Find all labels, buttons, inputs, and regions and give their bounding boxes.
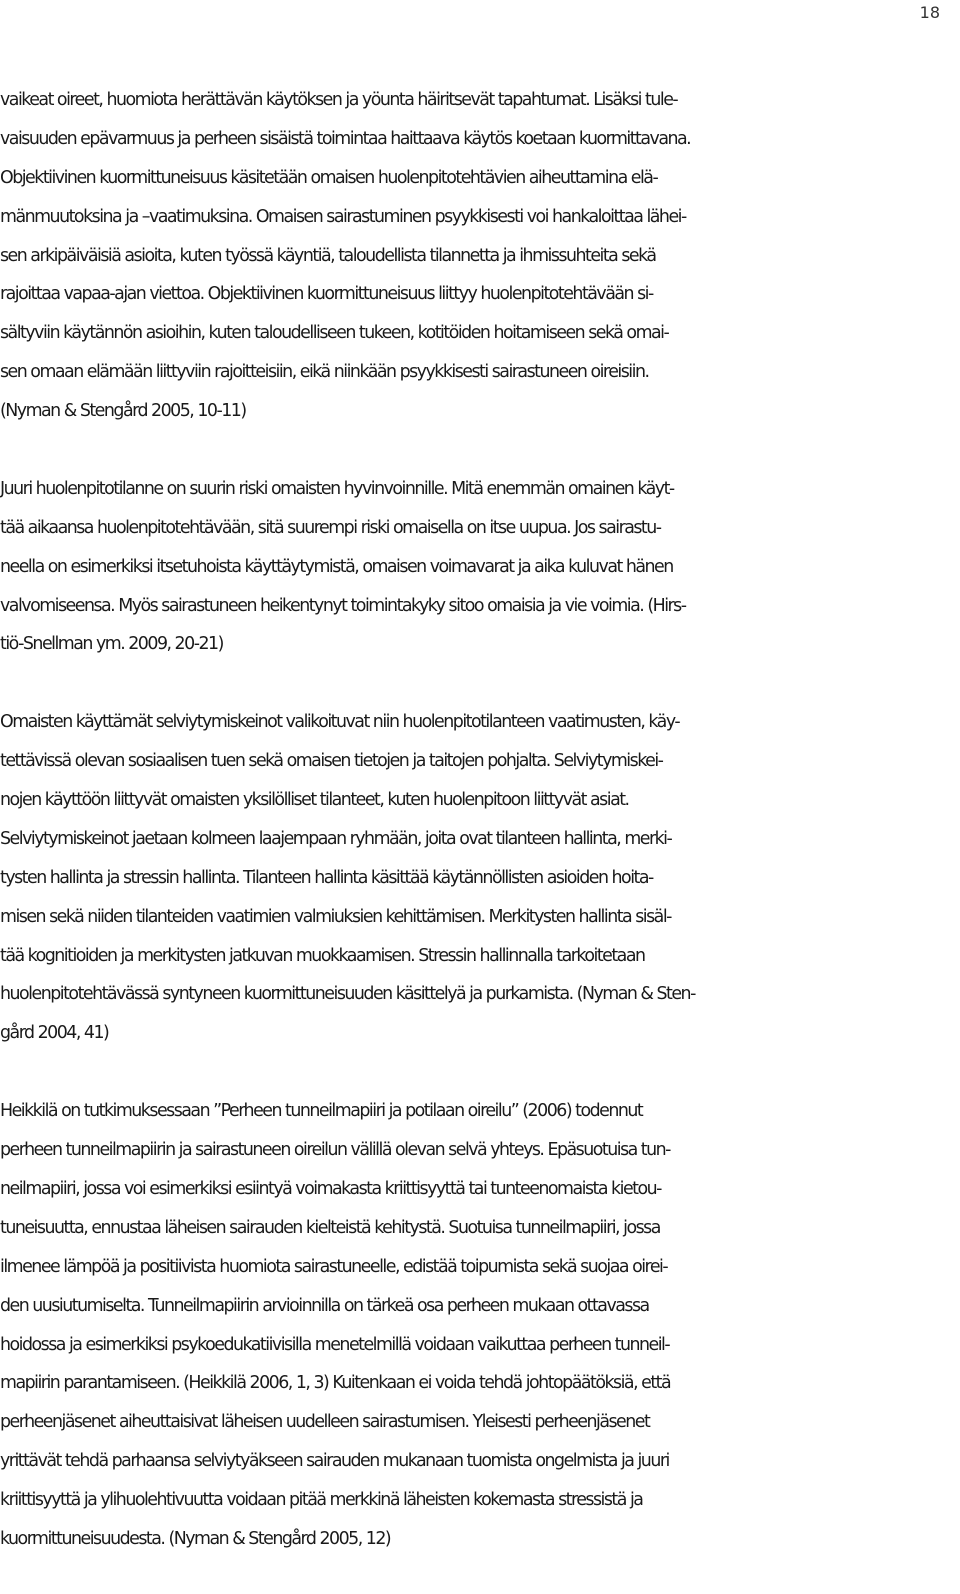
paragraph-gap	[0, 664, 960, 703]
text-line: vaisuuden epävarmuus ja perheen sisäistä toimintaa haittaava käytös koetaan kuormittavana.	[0, 128, 691, 149]
text-line: Heikkilä on tutkimuksessaan ”Perheen tunneilmapiiri ja potilaan oireilu” (2006) todennut	[0, 1101, 643, 1122]
text-line: mänmuutoksina ja –vaatimuksina. Omaisen sairastuminen psyykkisesti voi hankaloittaa lähei-	[0, 206, 686, 227]
text-line: sältyviin käytännön asioihin, kuten taloudelliseen tukeen, kotitöiden hoitamiseen sekä omai-	[0, 323, 669, 344]
text-line: gård 2004, 41)	[0, 1023, 109, 1044]
text-line: tettävissä olevan sosiaalisen tuen sekä omaisen tietojen ja taitojen pohjalta. Selviytymiskei-	[0, 751, 663, 772]
text-line: mapiirin parantamiseen. (Heikkilä 2006, 1, 3) Kuitenkaan ei voida tehdä johtopäätöksiä, että	[0, 1373, 671, 1394]
text-line: rajoittaa vapaa-ajan viettoa. Objektiivinen kuormittuneisuus liittyy huolenpitotehtävään si-	[0, 284, 653, 305]
text-line: nojen käyttöön liittyvät omaisten yksilölliset tilanteet, kuten huolenpitoon liittyvät asiat.	[0, 790, 629, 811]
text-line: (Nyman & Stengård 2005, 10-11)	[0, 401, 246, 422]
text-line: tuneisuutta, ennustaa läheisen sairauden kielteistä kehitystä. Suotuisa tunneilmapiiri, jossa	[0, 1217, 660, 1238]
text-line: neilmapiiri, jossa voi esimerkiksi esiintyä voimakasta kriittisyyttä tai tunteenomaista kietou-	[0, 1178, 661, 1199]
text-line: tää aikaansa huolenpitotehtävään, sitä suurempi riski omaisella on itse uupua. Jos sairastu-	[0, 517, 661, 538]
text-line: sen omaan elämään liittyviin rajoitteisiin, eikä niinkään psyykkisesti sairastuneen oireisiin.	[0, 362, 649, 383]
text-line: tiö-Snellman ym. 2009, 20-21)	[0, 634, 223, 655]
paragraph	[0, 470, 960, 664]
document-body	[0, 81, 960, 1559]
text-line: sen arkipäiväisiä asioita, kuten työssä käyntiä, taloudellista tilannetta ja ihmissuhteita sekä	[0, 245, 656, 266]
text-line: kuormittuneisuudesta. (Nyman & Stengård 2005, 12)	[0, 1528, 391, 1549]
text-line: den uusiutumiselta. Tunneilmapiirin arvioinnilla on tärkeä osa perheen mukaan ottavassa	[0, 1295, 649, 1316]
text-line: tysten hallinta ja stressin hallinta. Tilanteen hallinta käsittää käytännöllisten asioiden hoita-	[0, 867, 653, 888]
text-line: Objektiivinen kuormittuneisuus käsitetään omaisen huolenpitotehtävien aiheuttamina elä-	[0, 167, 658, 188]
paragraph	[0, 703, 960, 1053]
text-line: Juuri huolenpitotilanne on suurin riski omaisten hyvinvoinnille. Mitä enemmän omainen käyt-	[0, 478, 674, 499]
text-line: vaikeat oireet, huomiota herättävän käytöksen ja yöunta häiritsevät tapahtumat. Lisäksi tule-	[0, 90, 678, 110]
text-line: Omaisten käyttämät selviytymiskeinot valikoituvat niin huolenpitotilanteen vaatimusten, käy-	[0, 712, 680, 733]
text-line: perheenjäsenet aiheuttaisivat läheisen uudelleen sairastumisen. Yleisesti perheenjäsenet	[0, 1412, 650, 1433]
text-line: hoidossa ja esimerkiksi psykoedukatiivisilla menetelmillä voidaan vaikuttaa perheen tunneil-	[0, 1334, 670, 1355]
page-number: 18	[919, 3, 940, 22]
paragraph	[0, 1092, 960, 1559]
text-line: yrittävät tehdä parhaansa selviytyäkseen sairauden mukanaan tuomista ongelmista ja juuri	[0, 1451, 669, 1472]
text-line: perheen tunneilmapiirin ja sairastuneen oireilun välillä olevan selvä yhteys. Epäsuotuisa tun-	[0, 1140, 670, 1161]
text-line: kriittisyyttä ja ylihuolehtivuutta voidaan pitää merkkinä läheisten kokemasta stressistä ja	[0, 1490, 643, 1511]
paragraph-gap	[0, 1053, 960, 1092]
text-line: huolenpitotehtävässä syntyneen kuormittuneisuuden käsittelyä ja purkamista. (Nyman & Sten-	[0, 984, 695, 1005]
text-line: misen sekä niiden tilanteiden vaatimien valmiuksien kehittämisen. Merkitysten hallinta sisäl-	[0, 906, 671, 927]
text-line: neella on esimerkiksi itsetuhoista käyttäytymistä, omaisen voimavarat ja aika kuluvat hänen	[0, 556, 673, 577]
text-line: ilmenee lämpöä ja positiivista huomiota sairastuneelle, edistää toipumista sekä suojaa oirei-	[0, 1256, 668, 1277]
text-line: Selviytymiskeinot jaetaan kolmeen laajempaan ryhmään, joita ovat tilanteen hallinta, merki-	[0, 828, 672, 849]
text-line: valvomiseensa. Myös sairastuneen heikentynyt toimintakyky sitoo omaisia ja vie voimia. (Hirs-	[0, 595, 686, 616]
paragraph	[0, 81, 960, 431]
text-line: tää kognitioiden ja merkitysten jatkuvan muokkaamisen. Stressin hallinnalla tarkoitetaan	[0, 945, 645, 966]
paragraph-gap	[0, 431, 960, 470]
